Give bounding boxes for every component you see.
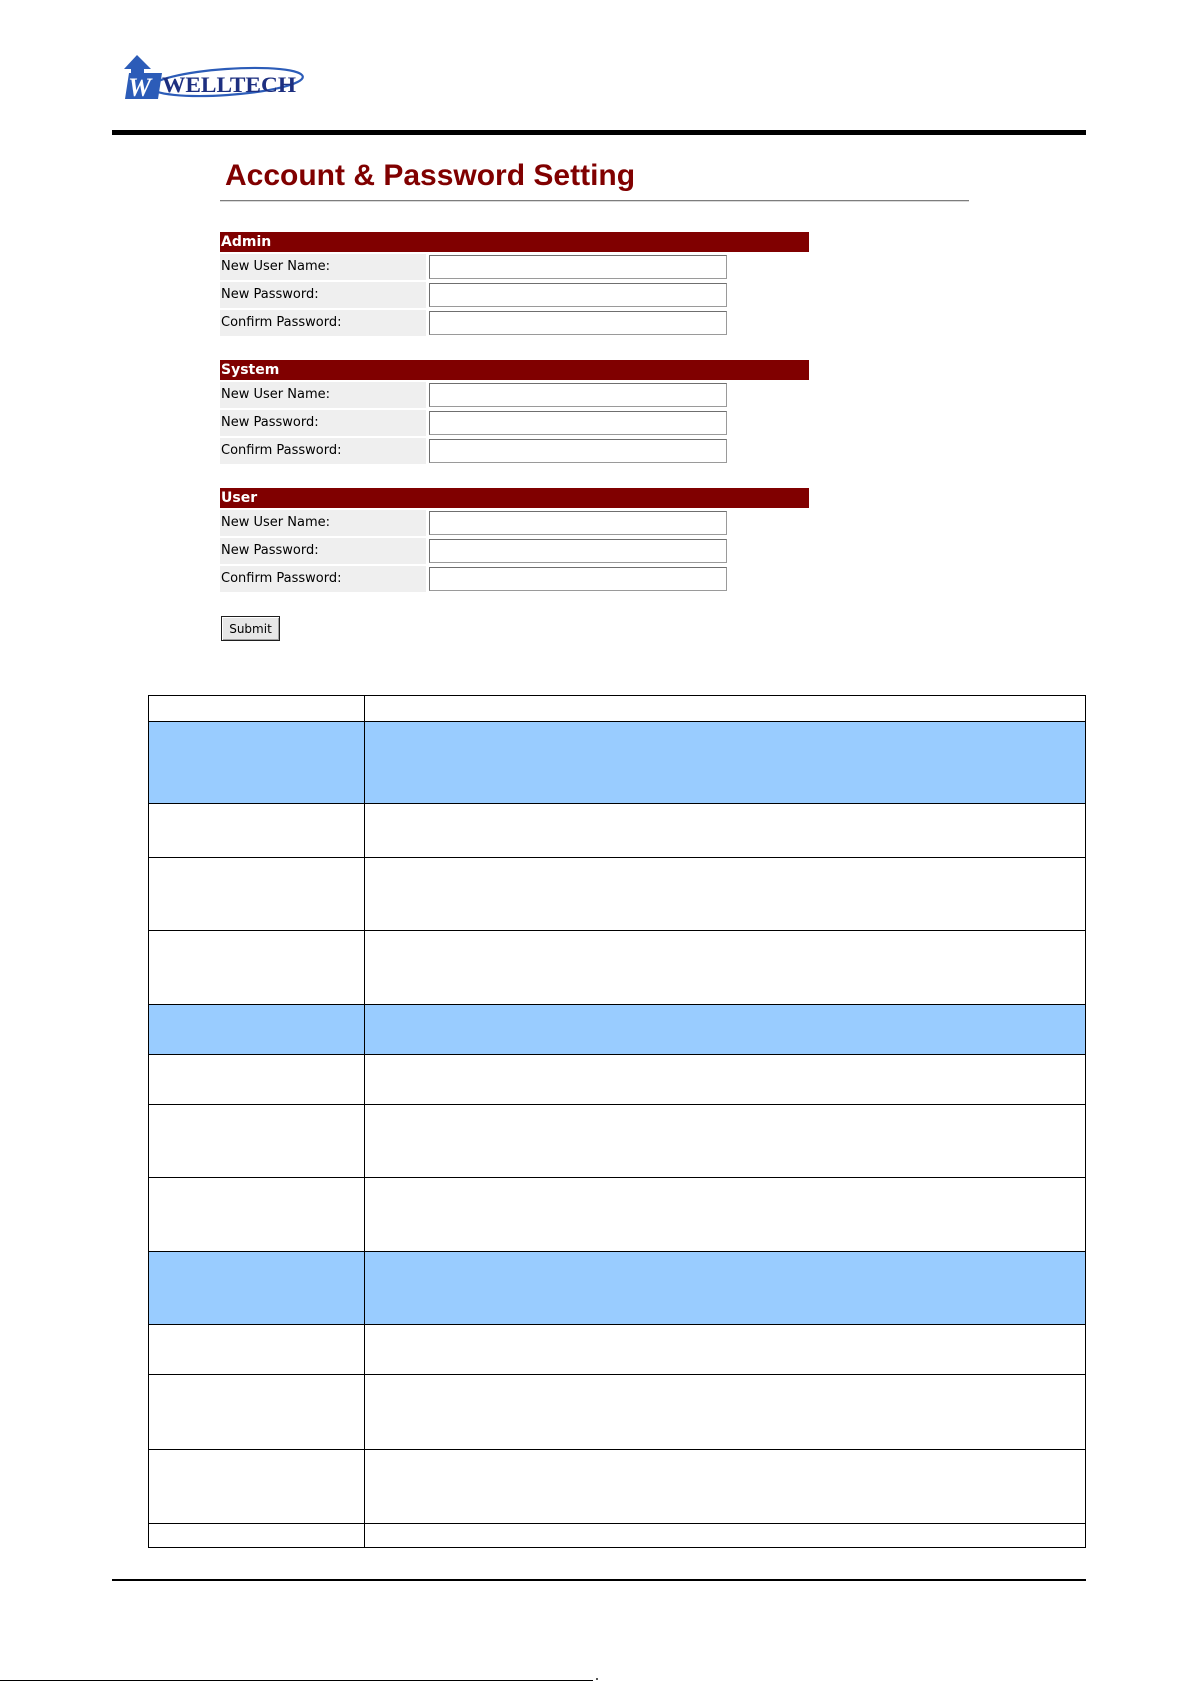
page-edge-rule (0, 1680, 593, 1681)
table-row (149, 1524, 1086, 1548)
submit-button[interactable]: Submit (221, 616, 280, 641)
system-password-row (220, 410, 810, 436)
system-confirm-row (220, 438, 810, 464)
admin-section (220, 232, 810, 336)
table-cell (365, 1178, 1086, 1252)
table-cell (365, 1524, 1086, 1548)
table-cell (149, 931, 365, 1005)
table-cell (365, 1325, 1086, 1375)
table-row (149, 1105, 1086, 1178)
user-confirm-password-input[interactable] (429, 567, 727, 591)
field-label: Confirm Password: (220, 438, 426, 464)
table-row (149, 1375, 1086, 1450)
table-cell (365, 1252, 1086, 1325)
admin-username-input[interactable] (429, 255, 727, 279)
field-label: New User Name: (220, 382, 426, 408)
table-cell (365, 1375, 1086, 1450)
table-row (149, 1178, 1086, 1252)
table-row (149, 931, 1086, 1005)
table-cell (365, 722, 1086, 804)
table-cell (149, 1524, 365, 1548)
table-cell (365, 804, 1086, 858)
table-cell (365, 1105, 1086, 1178)
logo-mark: W (128, 73, 152, 102)
table-row (149, 1252, 1086, 1325)
table-cell (149, 1105, 365, 1178)
table-cell (149, 722, 365, 804)
table-row (149, 722, 1086, 804)
field-label: New Password: (220, 282, 426, 308)
page-title: Account & Password Setting (225, 159, 636, 192)
table-cell (365, 696, 1086, 722)
user-username-row (220, 510, 810, 536)
field-label: New Password: (220, 410, 426, 436)
field-label: New User Name: (220, 254, 426, 280)
table-row (149, 1055, 1086, 1105)
table-cell (149, 858, 365, 931)
user-confirm-row (220, 566, 810, 592)
table-row (149, 1450, 1086, 1524)
table-cell (149, 1325, 365, 1375)
section-header-system: System (220, 360, 809, 380)
system-username-row (220, 382, 810, 408)
footer-rule (112, 1579, 1086, 1581)
table-cell (149, 1005, 365, 1055)
table-cell (365, 858, 1086, 931)
system-username-input[interactable] (429, 383, 727, 407)
table-cell (365, 1450, 1086, 1524)
welltech-logo (123, 54, 315, 102)
table-row (149, 804, 1086, 858)
page-edge-mark (596, 1678, 598, 1680)
table-cell (149, 804, 365, 858)
logo-wordmark: WELLTECH (162, 72, 296, 97)
section-header-user: User (220, 488, 809, 508)
table-cell (149, 1055, 365, 1105)
admin-confirm-row (220, 310, 810, 336)
field-label: New User Name: (220, 510, 426, 536)
admin-username-row (220, 254, 810, 280)
user-username-input[interactable] (429, 511, 727, 535)
field-label: New Password: (220, 538, 426, 564)
system-password-input[interactable] (429, 411, 727, 435)
field-label: Confirm Password: (220, 566, 426, 592)
table-row (149, 1005, 1086, 1055)
table-row (149, 696, 1086, 722)
system-confirm-password-input[interactable] (429, 439, 727, 463)
table-cell (365, 931, 1086, 1005)
system-section (220, 360, 810, 464)
table-cell (149, 1450, 365, 1524)
table-row (149, 858, 1086, 931)
table-cell (149, 1375, 365, 1450)
admin-password-row (220, 282, 810, 308)
title-underline (220, 200, 969, 202)
header-rule (112, 130, 1086, 135)
section-header-admin: Admin (220, 232, 809, 252)
admin-confirm-password-input[interactable] (429, 311, 727, 335)
description-table (148, 695, 1086, 1548)
table-cell (365, 1055, 1086, 1105)
field-label: Confirm Password: (220, 310, 426, 336)
table-cell (149, 1252, 365, 1325)
user-password-input[interactable] (429, 539, 727, 563)
table-cell (149, 1178, 365, 1252)
user-section (220, 488, 810, 592)
admin-password-input[interactable] (429, 283, 727, 307)
account-password-form (220, 232, 810, 641)
table-cell (149, 696, 365, 722)
user-password-row (220, 538, 810, 564)
table-row (149, 1325, 1086, 1375)
table-cell (365, 1005, 1086, 1055)
